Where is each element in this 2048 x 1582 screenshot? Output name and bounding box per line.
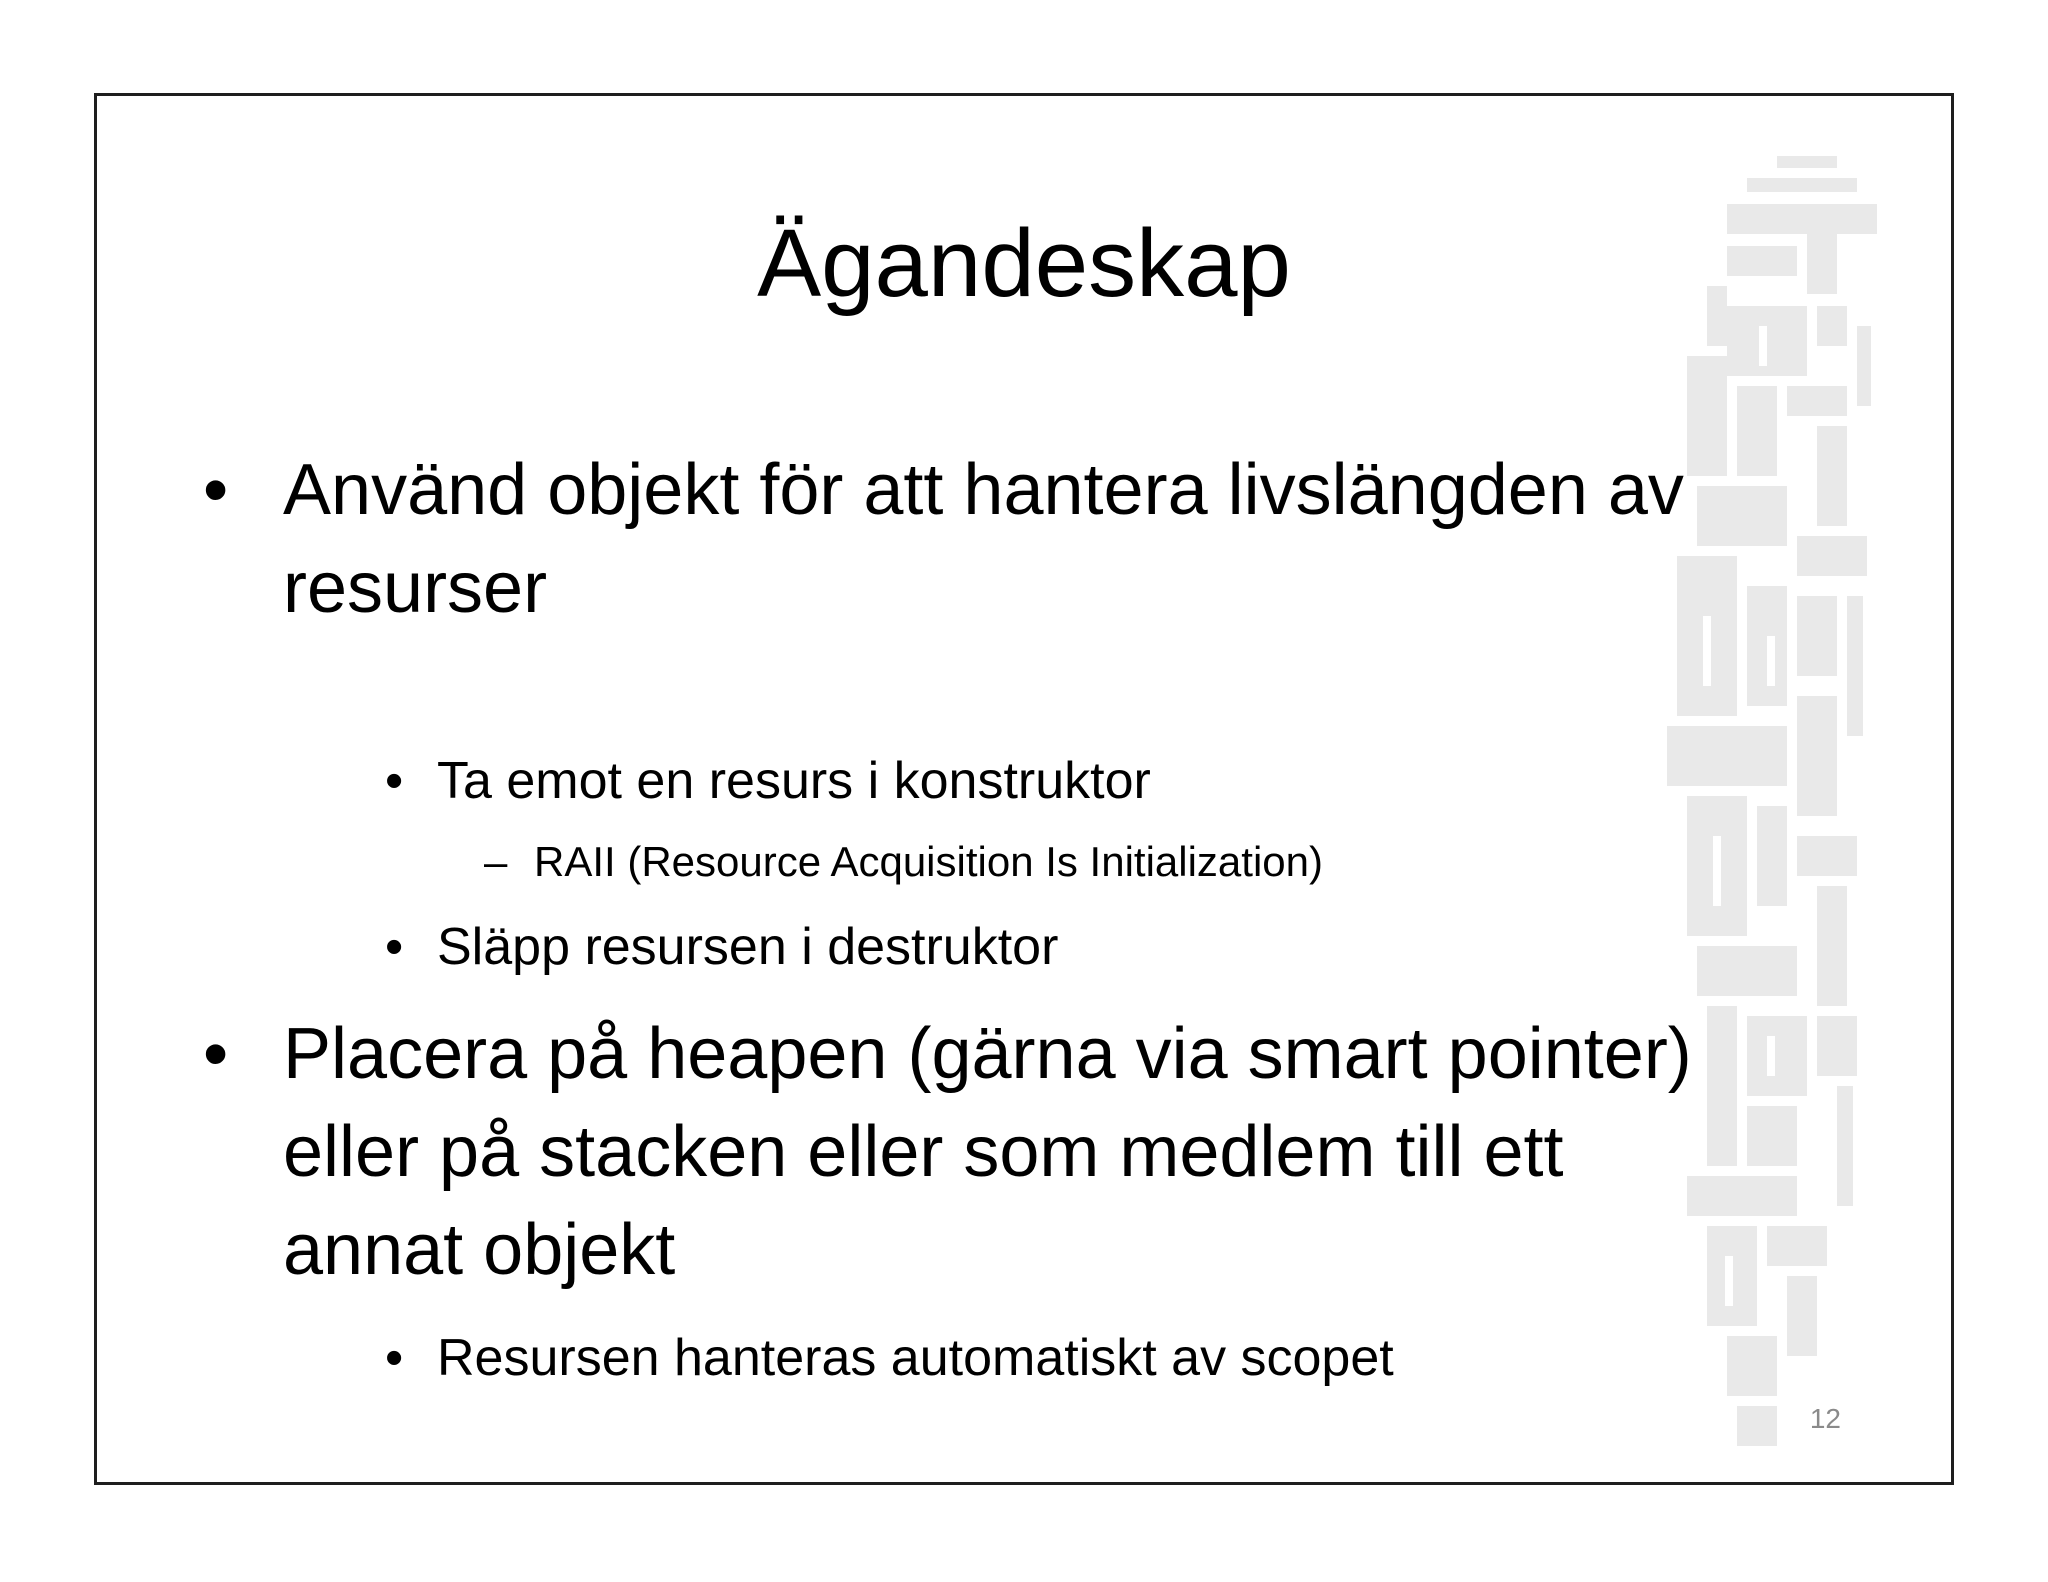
bullet-item-constructor	[385, 748, 1685, 814]
dash-item-raii	[484, 835, 1684, 889]
slide	[94, 93, 1954, 1485]
bullet-marker: •	[203, 1014, 229, 1094]
bullet-marker: •	[385, 752, 404, 810]
bullet-list	[97, 96, 1951, 1482]
dash-text: RAII (Resource Acquisition Is Initialization)	[534, 838, 1323, 885]
page-number: 12	[1809, 1403, 1841, 1434]
dash-marker: –	[484, 838, 508, 885]
bullet-text: Använd objekt för att hantera livslängden av resurser	[283, 450, 1684, 628]
bullet-text: Släpp resursen i destruktor	[437, 918, 1059, 976]
bullet-text: Placera på heapen (gärna via smart pointer) eller på stacken eller som medlem till ett annat objekt	[283, 1014, 1692, 1290]
bullet-marker: •	[385, 1329, 404, 1387]
bullet-item-destructor	[385, 914, 1685, 980]
bullet-text: Resursen hanteras automatiskt av scopet	[437, 1329, 1394, 1387]
bullet-item-scope	[385, 1325, 1685, 1391]
bullet-marker: •	[203, 450, 229, 530]
bullet-item-placement	[203, 1005, 1723, 1299]
slide-title: Ägandeskap	[757, 210, 1291, 317]
bullet-item-use-objects	[203, 441, 1723, 637]
bullet-text: Ta emot en resurs i konstruktor	[437, 752, 1151, 810]
bullet-marker: •	[385, 918, 404, 976]
